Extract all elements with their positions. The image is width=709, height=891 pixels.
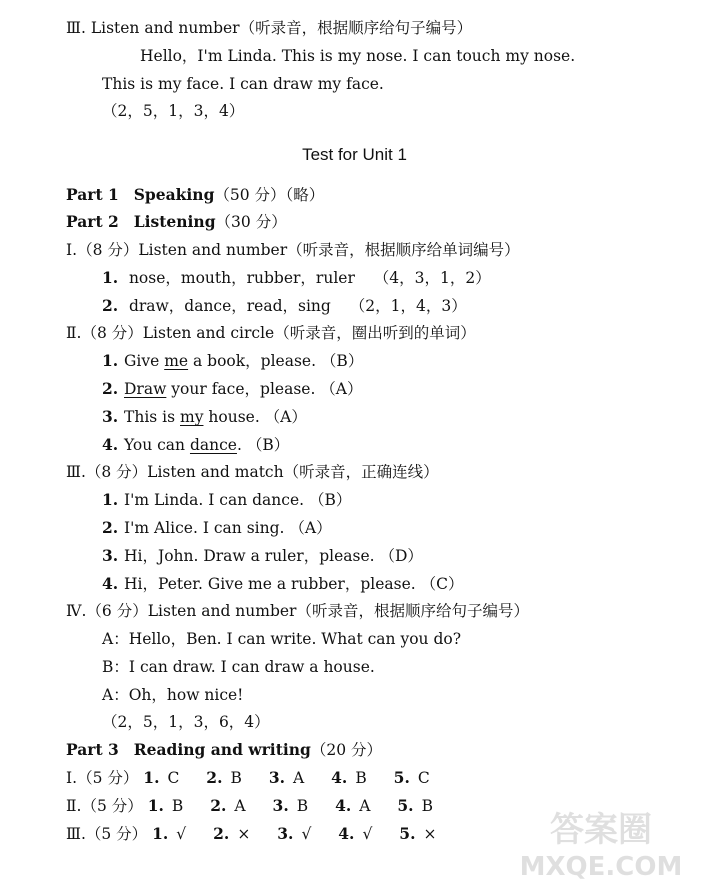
dialogue-line: A：Oh，how nice! xyxy=(102,686,244,704)
answer-number: 1. xyxy=(152,824,169,843)
answer-value: B xyxy=(230,769,242,787)
item-text: nose，mouth，rubber，ruler xyxy=(128,269,355,287)
part-name: Reading and writing xyxy=(133,740,311,759)
part-name: Listening xyxy=(133,212,216,231)
answer-number: 4. xyxy=(338,824,355,843)
answer-value: B xyxy=(355,769,367,787)
answer-value: B xyxy=(296,797,309,815)
item-text-post: . （B） xyxy=(236,436,290,454)
answer-number: 5. xyxy=(393,768,410,787)
section-instruction: （8 分）Listen and number（听录音，根据顺序给单词编号） xyxy=(77,241,520,259)
item-number: 4. xyxy=(102,574,119,593)
item-text-pre: This is xyxy=(124,408,180,426)
answer-item xyxy=(210,792,245,820)
section-score: （5 分） xyxy=(77,769,139,787)
list-item xyxy=(102,514,332,542)
answer-number: 5. xyxy=(397,796,414,815)
answer-item xyxy=(143,764,179,792)
part-note: （50 分）（略） xyxy=(214,186,325,204)
answer-value: C xyxy=(167,769,180,787)
item-number: 1. xyxy=(102,268,119,287)
answer-item xyxy=(394,764,430,792)
section-heading xyxy=(66,458,439,486)
item-text: I'm Alice. I can sing. （A） xyxy=(124,519,332,537)
list-item xyxy=(102,486,351,514)
answer-value: × xyxy=(423,825,437,843)
answer-number: 2. xyxy=(210,796,227,815)
list-item xyxy=(102,292,467,320)
answer-item xyxy=(213,820,250,848)
answer-number: 4. xyxy=(335,796,352,815)
answer-number: 2. xyxy=(213,824,230,843)
item-text-pre: Give xyxy=(124,352,165,370)
part-heading xyxy=(66,736,382,764)
underlined-word: dance xyxy=(189,436,237,454)
script-line: Hello，I'm Linda. This is my nose. I can touch my nose. xyxy=(140,47,576,65)
section-score: （5 分） xyxy=(81,797,143,815)
part-heading xyxy=(66,208,287,236)
item-text: Hi，Peter. Give me a rubber，please. （C） xyxy=(124,575,464,593)
item-text: I'm Linda. I can dance. （B） xyxy=(124,491,352,509)
roman-numeral: Ⅰ. xyxy=(66,241,78,259)
part-label: Part 2 xyxy=(66,212,119,231)
roman-numeral: Ⅲ. xyxy=(66,825,86,843)
list-item xyxy=(102,347,363,375)
answer-number: 3. xyxy=(272,796,289,815)
watermark-text-en: MXQE.COM xyxy=(519,852,683,882)
section-score: （5 分） xyxy=(85,825,148,843)
answer-item xyxy=(152,820,186,848)
answer-value: √ xyxy=(362,825,373,843)
answer-item xyxy=(148,792,184,820)
dialogue-line: A：Hello，Ben. I can write. What can you do? xyxy=(102,630,462,648)
item-text: Hi，John. Draw a ruler，please. （D） xyxy=(124,547,423,565)
watermark-text-cn: 答案圈 xyxy=(550,810,652,850)
list-item xyxy=(102,375,363,403)
roman-numeral: Ⅱ. xyxy=(66,797,82,815)
part-name: Speaking xyxy=(133,185,215,204)
section-instruction: Listen and number（听录音，根据顺序给句子编号） xyxy=(90,19,473,37)
answer-number: 3. xyxy=(277,824,294,843)
answer-item xyxy=(331,764,367,792)
item-number: 3. xyxy=(102,407,119,426)
watermark-logo xyxy=(511,803,691,885)
part-heading xyxy=(66,181,324,209)
list-item xyxy=(102,403,307,431)
item-text-post: your face，please. （A） xyxy=(166,380,363,398)
list-item xyxy=(102,542,423,570)
answer-item xyxy=(338,820,372,848)
roman-numeral: Ⅲ. xyxy=(66,19,86,37)
section-heading xyxy=(66,236,520,264)
underlined-word: me xyxy=(164,352,189,370)
answer-row xyxy=(66,792,455,820)
dialogue-line: B：I can draw. I can draw a house. xyxy=(102,658,375,676)
underlined-word: my xyxy=(180,408,204,426)
answer-value: C xyxy=(417,769,430,787)
item-number: 3. xyxy=(102,546,119,565)
item-number: 1. xyxy=(102,351,119,370)
answer-row xyxy=(66,764,452,792)
answer-number: 3. xyxy=(268,768,285,787)
list-item xyxy=(102,264,491,292)
section-instruction: （8 分）Listen and match（听录音，正确连线） xyxy=(85,463,439,481)
answer-number: 5. xyxy=(399,824,416,843)
item-text-post: a book，please. （B） xyxy=(188,352,364,370)
answer-item xyxy=(397,792,433,820)
part-label: Part 1 xyxy=(66,185,119,204)
section-instruction: （8 分）Listen and circle（听录音，圈出听到的单词） xyxy=(81,324,476,342)
roman-numeral: Ⅱ. xyxy=(66,324,82,342)
item-text: draw，dance，read，sing xyxy=(128,297,331,315)
section-instruction: （6 分）Listen and number（听录音，根据顺序给句子编号） xyxy=(86,602,529,620)
script-line: This is my face. I can draw my face. xyxy=(102,75,384,93)
answer-item xyxy=(399,820,436,848)
item-number: 2. xyxy=(102,379,119,398)
part-note: （20 分） xyxy=(310,741,383,759)
roman-numeral: Ⅳ. xyxy=(66,602,87,620)
part-note: （30 分） xyxy=(215,213,287,231)
answer-number: 1. xyxy=(143,768,160,787)
answer-sequence: （2，5，1，3，4） xyxy=(102,102,245,120)
answer-value: √ xyxy=(176,825,187,843)
answer-value: B xyxy=(421,797,433,815)
item-number: 1. xyxy=(102,490,119,509)
answer-row xyxy=(66,820,458,848)
item-text-post: house. （A） xyxy=(203,408,307,426)
answer-number: 4. xyxy=(331,768,348,787)
answer-value: B xyxy=(171,797,184,815)
answer-item xyxy=(335,792,370,820)
roman-numeral: Ⅲ. xyxy=(66,463,86,481)
test-title: Test for Unit 1 xyxy=(302,145,407,164)
answer-value: A xyxy=(234,797,246,815)
answer-item xyxy=(206,764,242,792)
answer-number: 2. xyxy=(206,768,223,787)
list-item xyxy=(102,431,289,459)
answer-item xyxy=(273,792,309,820)
answer-sequence: （2，5，1，3，6，4） xyxy=(102,713,270,731)
section-heading xyxy=(66,319,476,347)
section-heading xyxy=(66,597,529,625)
underlined-word: Draw xyxy=(124,380,167,398)
section-heading xyxy=(66,14,472,42)
answer-number: 1. xyxy=(147,796,164,815)
answer-item xyxy=(269,764,304,792)
item-text-pre: You can xyxy=(124,436,190,454)
list-item xyxy=(102,570,463,598)
part-label: Part 3 xyxy=(66,740,119,759)
answer-value: × xyxy=(237,825,251,843)
item-answer: （4，3，1，2） xyxy=(373,269,491,287)
answer-value: A xyxy=(293,769,305,787)
item-answer: （2，1，4，3） xyxy=(349,297,467,315)
answer-item xyxy=(277,820,311,848)
answer-value: √ xyxy=(301,825,312,843)
answer-value: A xyxy=(359,797,371,815)
item-number: 4. xyxy=(102,435,119,454)
item-number: 2. xyxy=(102,518,119,537)
roman-numeral: Ⅰ. xyxy=(66,769,78,787)
item-number: 2. xyxy=(102,296,119,315)
